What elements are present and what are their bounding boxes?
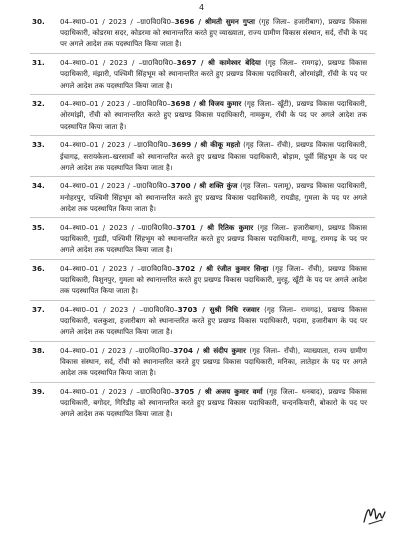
order-entry	[0, 222, 403, 256]
entry-officer-name: / श्री कामेश्वर बेदिया	[196, 58, 261, 68]
entry-code: 3702	[175, 263, 196, 273]
handwritten-signature	[361, 500, 387, 528]
entry-code: 3699	[171, 140, 192, 150]
entry-reference: 04–स्था0–01 / 2023 / –ग्रा0वि0वि0–	[60, 304, 178, 314]
order-entries	[0, 16, 403, 427]
entry-separator	[30, 135, 375, 136]
entry-number: 35.	[32, 222, 45, 232]
entry-number: 32.	[32, 99, 45, 109]
entry-officer-name: / श्री संदीप कुमार	[193, 345, 246, 355]
entry-code: 3704	[173, 345, 193, 355]
entry-text: (गृह जिला– खूँटी), प्रखण्ड विकास पदाधिकारी, ओरमांझी, राँची को स्थानान्तरित करते हुए प्रखण्ड विकास पदाधिकारी, नामकुम, राँची के पद पर अगले आदेश तक पदस्थापित किया जाता है।	[60, 99, 367, 131]
entry-separator	[30, 217, 375, 218]
entry-text: (गृह जिला– रामगढ़), प्रखण्ड विकास पदाधिकारी, मंझारी, पश्चिमी सिंहभूम को स्थानान्तरित करते हुए प्रखण्ड विकास पदाधिकारी, ओरमांझी, राँची के पद पर अगले आदेश तक पदस्थापित किया जाता है।	[60, 58, 367, 90]
order-entry	[0, 386, 403, 420]
entry-separator	[30, 341, 375, 342]
entry-separator	[30, 300, 375, 301]
entry-reference: 04–स्था0–01 / 2023 / –ग्रा0वि0वि0–	[60, 386, 175, 396]
entry-separator	[30, 382, 375, 383]
entry-code: 3698	[170, 99, 191, 109]
entry-code: 3700	[170, 181, 191, 191]
entry-officer-name: / श्री विजय कुमार	[190, 99, 242, 109]
entry-code: 3697	[176, 58, 197, 68]
entry-text: (गृह जिला– राँची), प्रखण्ड विकास पदाधिकारी, ईचागढ़, सरायकेला–खरसावाँ को स्थानान्तरित करते हुए प्रखण्ड विकास पदाधिकारी, बोड़ाम, पूर्वी सिंहभूम के पद पर अगले आदेश तक पदस्थापित किया जाता है।	[60, 140, 367, 172]
entry-number: 37.	[32, 304, 45, 314]
entry-number: 39.	[32, 386, 45, 396]
entry-reference: 04–स्था0–01 / 2023 / –ग्रा0वि0वि0–	[60, 58, 177, 68]
entry-separator	[30, 53, 375, 54]
order-entry	[0, 304, 403, 338]
entry-reference: 04–स्था0–01 / 2023 / –ग्रा0वि0वि0–	[60, 17, 175, 26]
entry-code: 3703	[177, 304, 198, 314]
entry-number: 33.	[32, 140, 45, 150]
entry-officer-name: / सुश्री निधि रजवार	[197, 304, 260, 314]
entry-separator	[30, 94, 375, 95]
entry-reference: 04–स्था0–01 / 2023 / –ग्रा0वि0वि0–	[60, 140, 172, 150]
entry-text: (गृह जिला– राँची), प्रखण्ड विकास पदाधिकारी, विशुनपुर, गुमला को स्थानान्तरित करते हुए प्रखण्ड विकास पदाधिकारी, मुरहू, खूँटी के पद पर अगले आदेश तक पदस्थापित किया जाता है।	[60, 263, 367, 296]
entry-reference: 04–स्था0–01 / 2023 / –ग्रा0वि0वि0–	[60, 181, 171, 191]
order-entry	[0, 16, 403, 50]
entry-text: (गृह जिला– पलामू), प्रखण्ड विकास पदाधिकारी, मनोहरपुर, पश्चिमी सिंहभूम को स्थानान्तरित करते हुए प्रखण्ड विकास पदाधिकारी, रायडीह, गुमला के पद पर अगले आदेश तक पदस्थापित किया जाता है।	[60, 181, 367, 213]
entry-number: 34.	[32, 181, 45, 191]
entry-reference: 04–स्था0–01 / 2023 / –ग्रा0वि0वि0–	[60, 263, 176, 273]
entry-text: (गृह जिला– धनबाद), प्रखण्ड विकास पदाधिकारी, बगोदर, गिरिडीह को स्थानान्तरित करते हुए प्रखण्ड विकास पदाधिकारी, चन्दनकियारी, बोकारो के पद पर अगले आदेश तक पदस्थापित किया जाता है।	[60, 386, 367, 419]
order-entry	[0, 345, 403, 379]
entry-officer-name: / श्री शक्ति कुंज	[190, 181, 238, 191]
order-entry	[0, 98, 403, 132]
order-entry	[0, 139, 403, 173]
entry-officer-name: / श्रीमती सुमन गुप्ता	[194, 17, 255, 26]
entry-text: (गृह जिला– हजारीबाग), प्रखण्ड विकास पदाधिकारी, गुडडी, पश्चिमी सिंहभूम को स्थानान्तरित करते हुए प्रखण्ड विकास पदाधिकारी, माण्डू, रामगढ़ के पद पर अगले आदेश तक पदस्थापित किया जाता है।	[60, 222, 367, 254]
entry-text: (गृह जिला– हजारीबाग), प्रखण्ड विकास पदाधिकारी, कोडरमा सदर, कोडरमा को स्थानान्तरित करते हुए व्याख्याता, राज्य ग्रामीण विकास संस्थान, सर्द, राँची के पद पर अगले आदेश तक पदस्थापित किया जाता है।	[60, 17, 367, 49]
entry-officer-name: / श्री रितिक कुमार	[195, 222, 254, 232]
entry-separator	[30, 176, 375, 177]
entry-text: (गृह जिला– रामगढ़), प्रखण्ड विकास पदाधिकारी, चलकुशा, हजारीबाग को स्थानान्तरित करते हुए प्रखण्ड विकास पदाधिकारी, पदमा, हजारीबाग के पद पर अगले आदेश तक पदस्थापित किया जाता है।	[60, 304, 367, 337]
entry-officer-name: / श्री रंजीत कुमार सिन्हा	[195, 263, 269, 273]
entry-number: 31.	[32, 58, 45, 68]
entry-code: 3705	[174, 386, 195, 396]
order-entry	[0, 180, 403, 214]
entry-reference: 04–स्था0–01 / 2023 / –ग्रा0वि0वि0–	[60, 99, 171, 109]
entry-code: 3696	[174, 17, 195, 26]
entry-officer-name: / श्री कीकू महतो	[191, 140, 241, 150]
order-entry	[0, 57, 403, 91]
entry-reference: 04–स्था0–01 / 2023 / –ग्रा0वि0वि0–	[60, 345, 174, 355]
entry-number: 38.	[32, 345, 45, 355]
order-entry	[0, 263, 403, 297]
entry-text: (गृह जिला– राँची), व्याख्याता, राज्य ग्रामीण विकास संस्थान, सर्द, राँची को स्थानान्तरित करते हुए प्रखण्ड विकास पदाधिकारी, मनिका, लातेहार के पद पर अगले आदेश तक पदस्थापित किया जाता है।	[60, 345, 367, 378]
entry-number: 36.	[32, 263, 45, 273]
entry-code: 3701	[176, 222, 196, 232]
entry-officer-name: / श्री अजय कुमार वर्मा	[194, 386, 263, 396]
page-number: 4	[198, 3, 205, 12]
entry-number: 30.	[32, 17, 45, 26]
entry-reference: 04–स्था0–01 / 2023 / –ग्रा0वि0वि0–	[60, 222, 177, 232]
entry-separator	[30, 259, 375, 260]
